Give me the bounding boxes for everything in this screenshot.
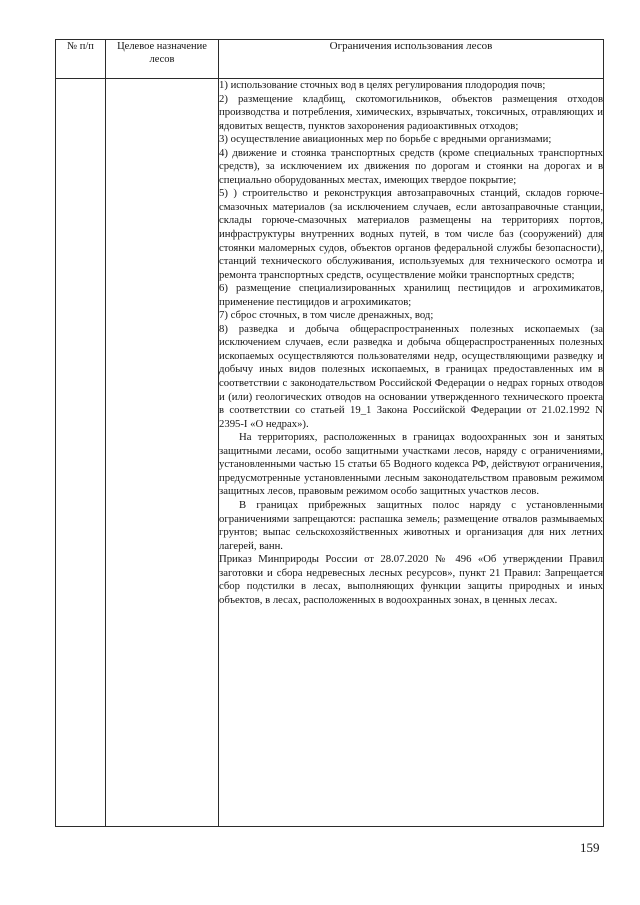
restriction-item-6: 6) размещение специализированных хранилищ пестицидов и агрохимикатов, применение пестицидов и агрохимикатов; — [219, 282, 603, 308]
restriction-item-5: 5) ) строительство и реконструкция автозаправочных станций, складов горюче-смазочных материалов (за исключением случаев, если автозаправочные станции, склады горюче-смазочных материалов размещены на территориях портов, инфраструктуры внутренних водных путей, в том числе баз (сооружений) для стоянки маломерных судов, объектов органов федеральной службы безопасности), станций технического обслуживания, используемых для технического осмотра и ремонта транспортных средств, осуществление мойки транспортных средств; — [219, 187, 603, 281]
table-header-row — [56, 40, 604, 79]
restriction-item-2: 2) размещение кладбищ, скотомогильников, объектов размещения отходов производства и потребления, химических, взрывчатых, токсичных, отравляющих и ядовитых веществ, пунктов захоронения радиоактивных отходов; — [219, 92, 603, 132]
restriction-item-3: 3) осуществление авиационных мер по борьбе с вредными организмами; — [219, 133, 552, 146]
cell-restrictions — [219, 79, 604, 827]
coastal-strip-paragraph: В границах прибрежных защитных полос наряду с установленными ограничениями запрещаются: распашка земель; размещение отвалов размываемых грунтов; выпас сельскохозяйственных животных и организация для них летних лагерей, ванн. — [219, 498, 603, 552]
table-row — [56, 79, 604, 827]
cell-number — [56, 79, 106, 827]
header-restrictions: Ограничения использования лесов — [219, 40, 604, 79]
header-number: № п/п — [56, 40, 106, 79]
page-number: 159 — [580, 840, 600, 855]
restrictions-table — [55, 39, 604, 827]
restriction-item-1: 1) использование сточных вод в целях регулирования плодородия почв; — [219, 79, 546, 91]
header-purpose: Целевое назначение лесов — [106, 40, 219, 79]
restriction-item-8: 8) разведка и добыча общераспространенных полезных ископаемых (за исключением случаев, если разведка и добыча общераспространенных полезных ископаемых осуществляются пользователями недр, осуществляющими разведку и добычу иных видов полезных ископаемых, в границах предоставленных им в соответствии с законодательством Российской Федерации о недрах горных отводов и (или) геологических отводов на основании утвержденного технического проекта в соответствии со статьей 19_1 Закона Российской Федерации от 21.02.1992 N 2395-I «О недрах»). — [219, 322, 603, 430]
restriction-item-4: 4) движение и стоянка транспортных средств (кроме специальных транспортных средств), за исключением их движения по дорогам и стоянки на дорогах и в специально оборудованных местах, имеющих твердое покрытие; — [219, 146, 603, 186]
restriction-item-7: 7) сброс сточных, в том числе дренажных, вод; — [219, 309, 434, 322]
water-protection-zone-paragraph: На территориях, расположенных в границах водоохранных зон и занятых защитными лесами, особо защитными участками лесов, наряду с ограничениями, установленными частью 15 статьи 65 Водного кодекса РФ, действуют ограничения, предусмотренные установленными лесным законодательством правовым режимом защитных лесов, правовым режимом особо защитных участков лесов. — [219, 431, 603, 498]
cell-purpose — [106, 79, 219, 827]
ministry-order-paragraph: Приказ Минприроды России от 28.07.2020 № 496 «Об утверждении Правил заготовки и сбора недревесных лесных ресурсов», пункт 21 Правил: Запрещается сбор подстилки в лесах, выполняющих функции защиты природных и иных объектов, в лесах, расположенных в водоохранных зонах, в ценных лесах. — [219, 553, 603, 606]
